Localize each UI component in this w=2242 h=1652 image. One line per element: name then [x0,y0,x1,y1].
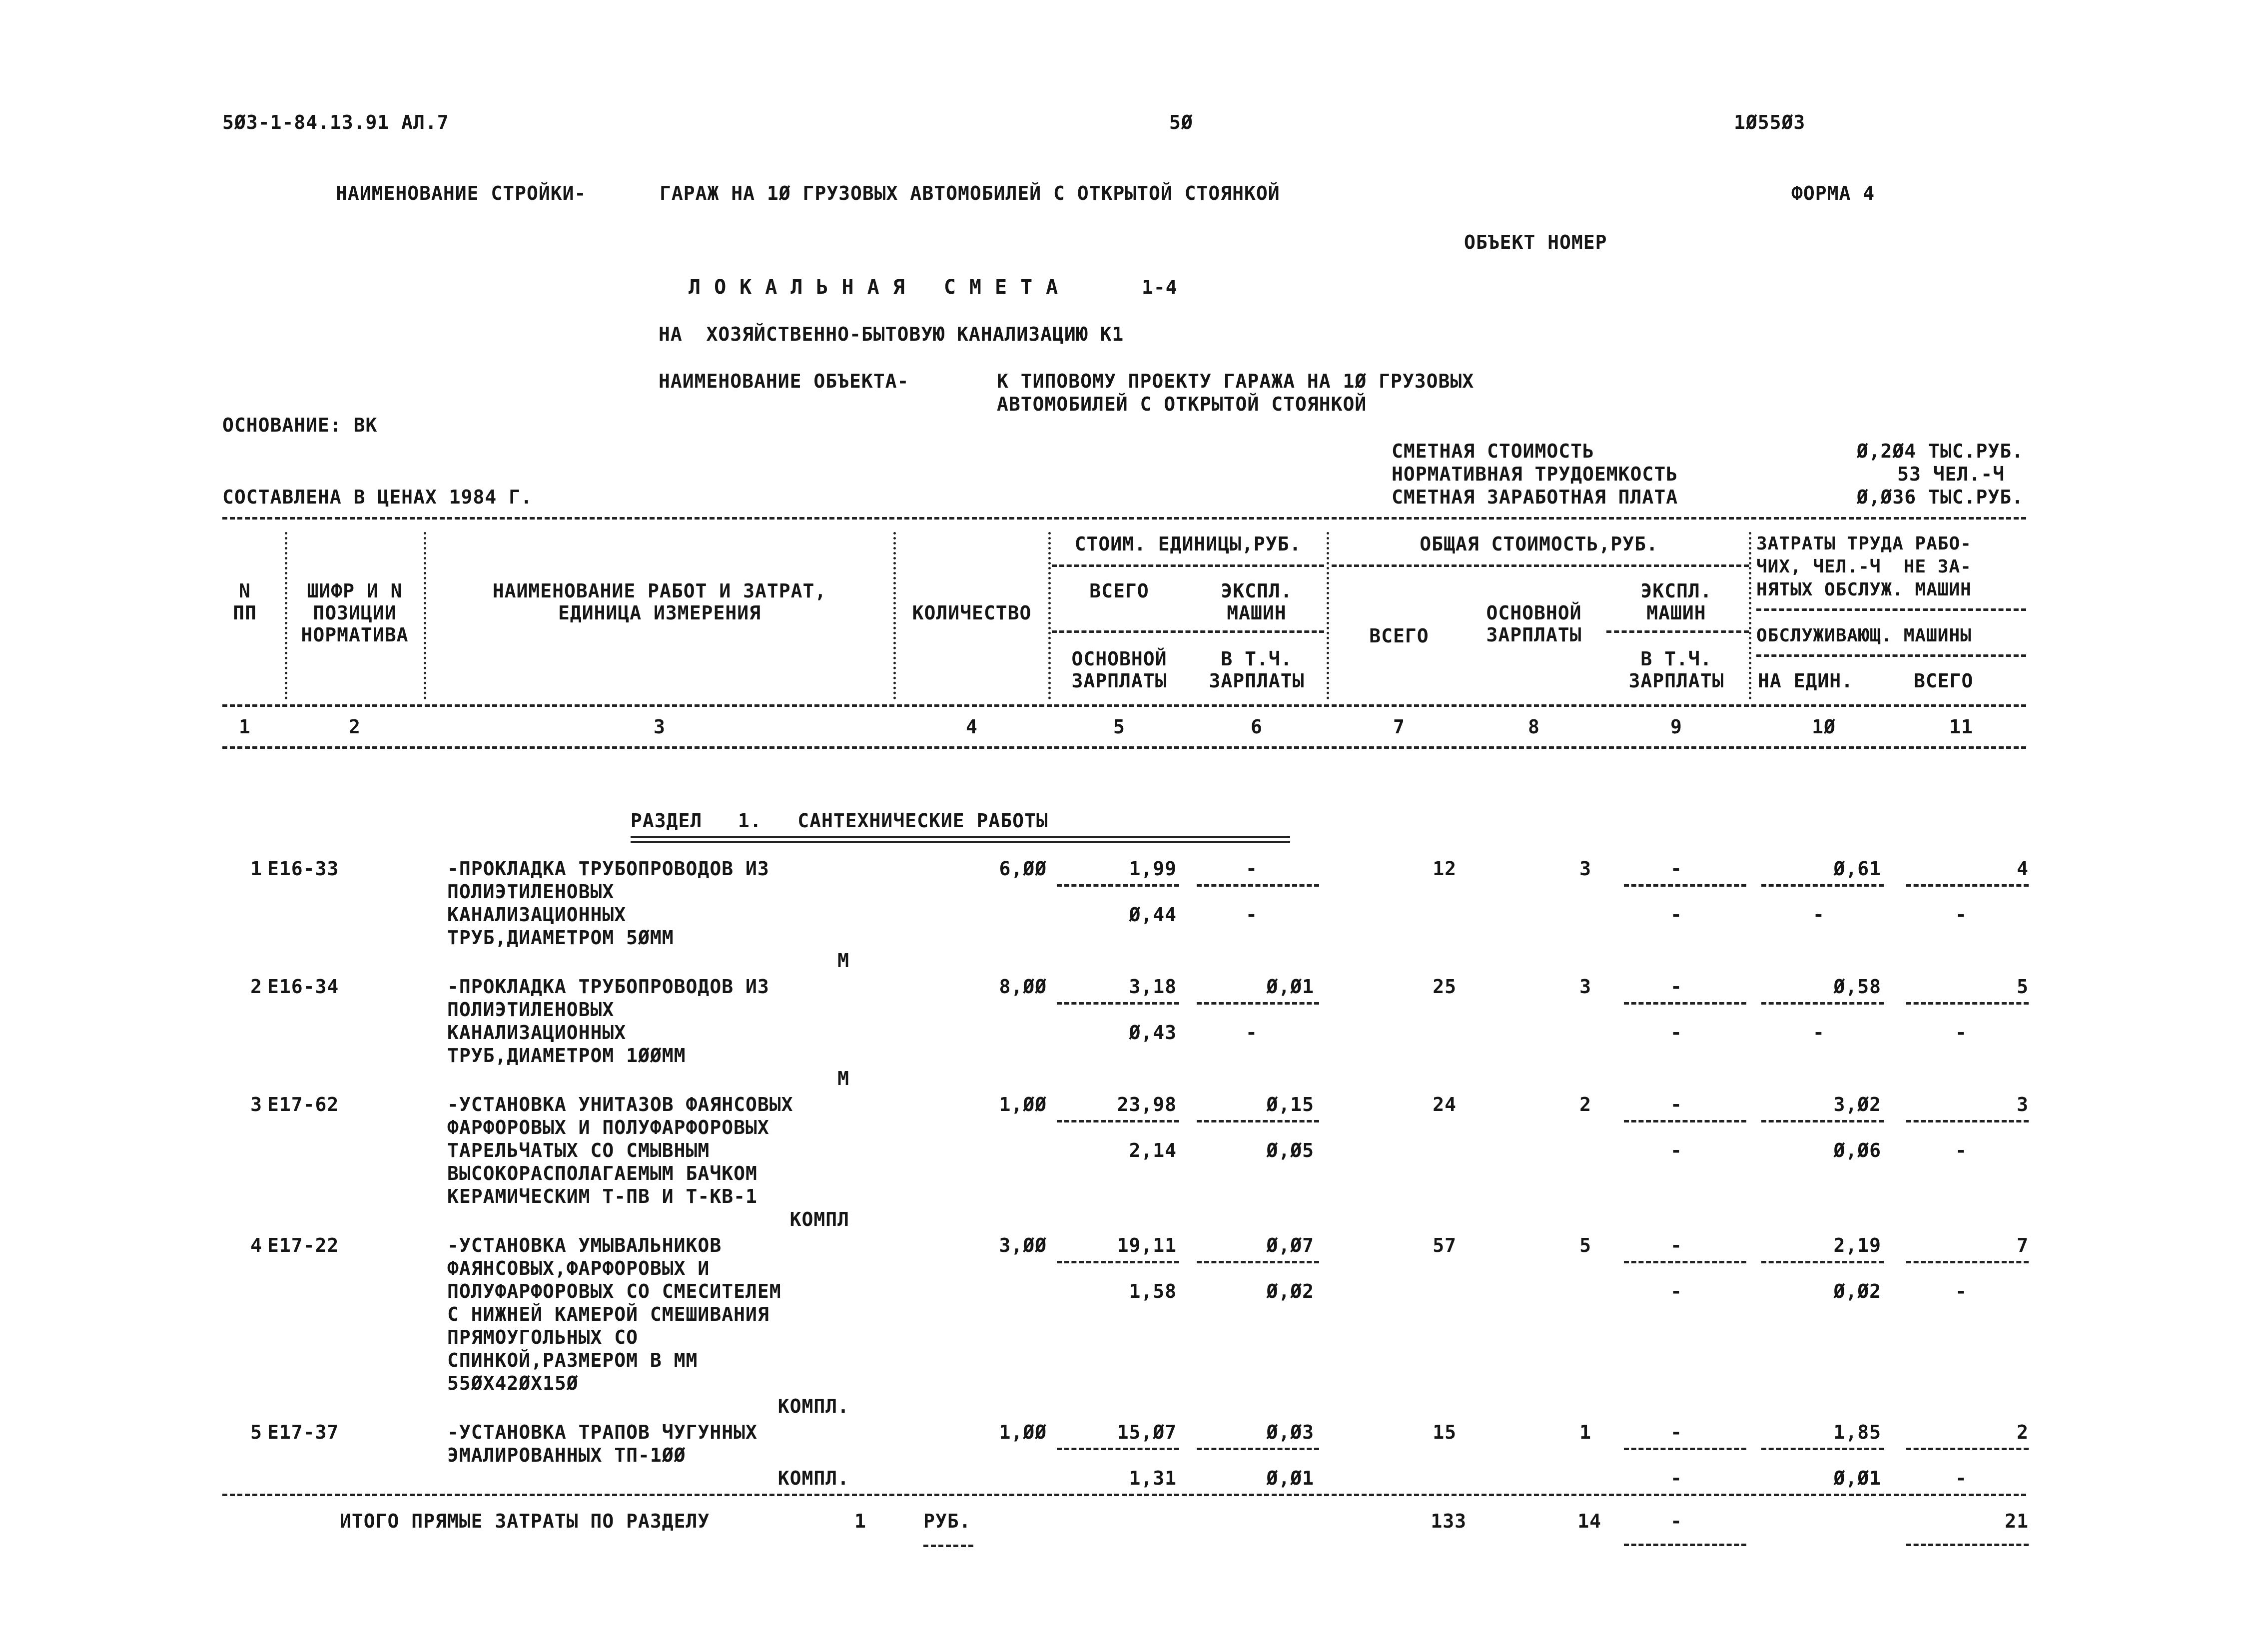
labor-total: 2 [2017,1421,2029,1443]
total-cost-sum: 133 [1431,1510,1467,1532]
uc-mach-head-2: МАШИН [1227,602,1287,624]
col2-head-line3: НОРМАТИВА [301,624,409,646]
uc-incl-head-2: ЗАРПЛАТЫ [1209,670,1305,692]
labor-divider [1906,1261,2029,1263]
labor-head-3: НЯТЫХ ОБСЛУЖ. МАШИН [1756,579,1972,600]
norm-code: Е17-22 [267,1234,339,1256]
estimate-title: ЛОКАЛЬНАЯ СМЕТА [689,276,1072,299]
work-description-line: ФАРФОРОВЫХ И ПОЛУФАРФОРОВЫХ [447,1116,769,1138]
unit-cost-machine-wage: - [1246,1022,1258,1044]
unit-cost-machines: Ø,Ø7 [1266,1234,1314,1256]
col2-head-line2: ПОЗИЦИИ [313,602,397,624]
summary-label-labor: НОРМАТИВНАЯ ТРУДОЕМКОСТЬ [1392,463,1678,485]
unit-cost-wage: 2,14 [1129,1139,1177,1161]
tc-wage-head-1: ОСНОВНОЙ [1486,602,1582,624]
total-mach-sum: - [1670,1510,1682,1532]
service-labor-total: - [1955,1022,1967,1044]
unit-cost-divider [1057,1120,1179,1122]
total-wage: 3 [1579,976,1591,998]
labor-total-head: ВСЕГО [1914,670,1974,692]
norm-code: Е17-62 [267,1094,339,1115]
work-description-line: ТРУБ,ДИАМЕТРОМ 1ØØММ [447,1045,686,1067]
colnum-6: 6 [1251,716,1263,738]
quantity: 3,ØØ [999,1234,1047,1256]
unit-cost-machine-wage: Ø,Ø1 [1266,1467,1314,1489]
unit-cost-total: 23,98 [1117,1094,1177,1115]
unit-of-measure: КОМПЛ. [777,1395,849,1417]
tc-incl-head-1: В Т.Ч. [1640,648,1712,670]
labor-divider [1761,1448,1884,1450]
labor-head-1: ЗАТРАТЫ ТРУДА РАБО- [1756,534,1972,554]
uc-mid-rule [1052,630,1324,633]
service-labor-total: - [1955,1467,1967,1489]
total-machine-wage: - [1670,904,1682,926]
quantity: 1,ØØ [999,1421,1047,1443]
total-machine-wage: - [1670,1022,1682,1044]
total-cost: 25 [1433,976,1457,998]
form-number: ФОРМА 4 [1791,182,1875,204]
section-title: РАЗДЕЛ 1. САНТЕХНИЧЕСКИЕ РАБОТЫ [631,810,1048,832]
col4-head: КОЛИЧЕСТВО [912,602,1032,624]
work-description-line: ПРЯМОУГОЛЬНЫХ СО [447,1326,639,1348]
colnum-7: 7 [1393,716,1405,738]
total-currency-underline [923,1545,973,1547]
quantity: 8,ØØ [999,976,1047,998]
tc-mach-head-1: ЭКСПЛ. [1640,580,1712,602]
total-label: ИТОГО ПРЯМЫЕ ЗАТРАТЫ ПО РАЗДЕЛУ [340,1510,710,1532]
service-labor-total: - [1955,904,1967,926]
work-description-line: -УСТАНОВКА УМЫВАЛЬНИКОВ [447,1234,722,1256]
work-description-line: ФАЯНСОВЫХ,ФАРФОРОВЫХ И [447,1257,710,1279]
work-description-line: ТРУБ,ДИАМЕТРОМ 5ØММ [447,927,674,949]
labor-divider [1906,1002,2029,1005]
unit-cost-total: 1,99 [1129,858,1177,880]
labor-total: 3 [2017,1094,2029,1115]
quantity: 1,ØØ [999,1094,1047,1115]
unit-cost-machine-wage: Ø,Ø2 [1266,1280,1314,1302]
header-sep-1 [285,532,287,699]
total-cost-head: ОБЩАЯ СТОИМОСТЬ,РУБ. [1420,533,1658,555]
tc-total-head: ВСЕГО [1369,625,1429,647]
object-name-line2: АВТОМОБИЛЕЙ С ОТКРЫТОЙ СТОЯНКОЙ [997,393,1367,415]
unit-cost-wage: 1,31 [1129,1467,1177,1489]
colnum-9: 9 [1670,716,1682,738]
summary-value-cost: Ø,2Ø4 ТЫС.РУБ. [1856,440,2024,462]
total-cost-rule [1332,564,1749,567]
total-machine-wage: - [1670,1139,1682,1161]
tc-incl-head-2: ЗАРПЛАТЫ [1628,670,1724,692]
row-number: 5 [250,1421,262,1443]
header-sep-6 [1749,532,1751,699]
row-number: 4 [250,1234,262,1256]
uc-mach-head-1: ЭКСПЛ. [1221,580,1293,602]
row-number: 1 [250,858,262,880]
work-description-line: -УСТАНОВКА УНИТАЗОВ ФАЯНСОВЫХ [447,1094,793,1115]
row-number: 3 [250,1094,262,1115]
unit-cost-rule [1052,564,1324,567]
unit-cost-wage: 1,58 [1129,1280,1177,1302]
total-machines-divider [1624,1120,1746,1122]
col2-head-line1: ШИФР И N [307,580,403,602]
total-labor-sum: 21 [2005,1510,2029,1532]
estimate-number: 1-4 [1142,276,1178,298]
labor-per-unit: Ø,58 [1833,976,1881,998]
labor-per-unit: Ø,61 [1833,858,1881,880]
work-description-line: 55ØХ42ØХ15Ø [447,1372,579,1394]
colnum-5: 5 [1113,716,1125,738]
norm-code: Е17-37 [267,1421,339,1443]
work-description-line: -УСТАНОВКА ТРАПОВ ЧУГУННЫХ [447,1421,757,1443]
service-labor-per-unit: Ø,Ø1 [1833,1467,1881,1489]
unit-cost-divider [1197,1002,1319,1005]
object-name-line1: К ТИПОВОМУ ПРОЕКТУ ГАРАЖА НА 1Ø ГРУЗОВЫХ [997,370,1475,392]
labor-divider [1761,884,1884,887]
colnum-8: 8 [1528,716,1540,738]
labor-per-unit: 2,19 [1833,1234,1881,1256]
unit-cost-machines: Ø,15 [1266,1094,1314,1115]
unit-cost-machines: Ø,Ø1 [1266,976,1314,998]
labor-divider [1761,1120,1884,1122]
tc-wage-head-2: ЗАРПЛАТЫ [1486,624,1582,646]
unit-of-measure: М [837,950,849,972]
total-machines-divider [1624,884,1746,887]
total-top-rule [222,1494,2026,1496]
unit-cost-head: СТОИМ. ЕДИНИЦЫ,РУБ. [1074,533,1302,555]
work-description-line: ПОЛУФАРФОРОВЫХ СО СМЕСИТЕЛЕМ [447,1280,781,1302]
unit-cost-divider [1197,1261,1319,1263]
work-description-line: КЕРАМИЧЕСКИМ Т-ПВ И Т-КВ-1 [447,1185,757,1207]
labor-rule-1 [1756,608,2026,611]
estimate-purpose: НА ХОЗЯЙСТВЕННО-БЫТОВУЮ КАНАЛИЗАЦИЮ К1 [659,323,1124,345]
page-number: 5Ø [1169,111,1193,133]
unit-of-measure: М [837,1068,849,1090]
work-description-line: -ПРОКЛАДКА ТРУБОПРОВОДОВ ИЗ [447,858,769,880]
norm-code: Е16-34 [267,976,339,998]
unit-cost-divider [1057,1261,1179,1263]
work-description-line: ВЫСОКОРАСПОЛАГАЕМЫМ БАЧКОМ [447,1162,757,1184]
service-labor-total: - [1955,1280,1967,1302]
unit-cost-divider [1197,1448,1319,1450]
colnum-1: 1 [239,716,251,738]
colnum-10: 1Ø [1812,716,1836,738]
total-cost: 12 [1433,858,1457,880]
total-machine-wage: - [1670,1467,1682,1489]
tc-mid-rule [1606,630,1749,633]
total-machines: - [1670,1421,1682,1443]
prices-year: СОСТАВЛЕНА В ЦЕНАХ 1984 Г. [222,486,533,508]
labor-total: 7 [2017,1234,2029,1256]
summary-value-wage: Ø,Ø36 ТЫС.РУБ. [1856,486,2024,508]
unit-cost-total: 19,11 [1117,1234,1177,1256]
service-labor-per-unit: Ø,Ø2 [1833,1280,1881,1302]
header-bottom-rule [222,704,2026,707]
work-description-line: С НИЖНЕЙ КАМЕРОЙ СМЕШИВАНИЯ [447,1303,769,1325]
quantity: 6,ØØ [999,858,1047,880]
labor-head-2: ЧИХ, ЧЕЛ.-Ч НЕ ЗА- [1756,556,1972,577]
uc-incl-head-1: В Т.Ч. [1221,648,1293,670]
work-description-line: -ПРОКЛАДКА ТРУБОПРОВОДОВ ИЗ [447,976,769,998]
colnum-11: 11 [1949,716,1973,738]
total-machines-divider [1624,1448,1746,1450]
colnum-3: 3 [654,716,666,738]
doc-id: 1Ø55Ø3 [1734,111,1806,133]
summary-label-wage: СМЕТНАЯ ЗАРАБОТНАЯ ПЛАТА [1392,486,1678,508]
unit-cost-machine-wage: Ø,Ø5 [1266,1139,1314,1161]
unit-of-measure: КОМПЛ. [777,1467,849,1489]
total-wage: 2 [1579,1094,1591,1115]
col3-head-line1: НАИМЕНОВАНИЕ РАБОТ И ЗАТРАТ, [492,580,827,602]
labor-divider [1906,1120,2029,1122]
total-machines-divider [1624,1261,1746,1263]
object-number: ОБЪЕКТ НОМЕР [1464,231,1607,253]
total-machines: - [1670,976,1682,998]
labor-divider [1761,1261,1884,1263]
header-sep-4 [1048,532,1051,699]
unit-cost-divider [1057,1002,1179,1005]
unit-cost-divider [1197,1120,1319,1122]
section-underline [631,836,1290,843]
col1-head-line2: ПП [233,602,257,624]
summary-value-labor: 53 ЧЕЛ.-Ч [1897,463,2005,485]
total-machine-wage: - [1670,1280,1682,1302]
total-wage: 1 [1579,1421,1591,1443]
service-labor-per-unit: Ø,Ø6 [1833,1139,1881,1161]
total-section-no: 1 [854,1510,866,1532]
uc-wage-head-2: ЗАРПЛАТЫ [1071,670,1167,692]
total-wage: 3 [1579,858,1591,880]
labor-divider [1906,884,2029,887]
col3-head-line2: ЕДИНИЦА ИЗМЕРЕНИЯ [558,602,761,624]
uc-total-head: ВСЕГО [1089,580,1149,602]
header-top-rule [222,517,2026,520]
service-labor-per-unit: - [1813,904,1825,926]
labor-divider [1761,1002,1884,1005]
unit-cost-divider [1197,884,1319,887]
unit-cost-machines: - [1246,858,1258,880]
header-sep-5 [1327,532,1329,699]
total-machines: - [1670,1234,1682,1256]
tc-mach-head-2: МАШИН [1646,602,1706,624]
unit-cost-wage: Ø,43 [1129,1022,1177,1044]
labor-total: 4 [2017,858,2029,880]
unit-cost-total: 15,Ø7 [1117,1421,1177,1443]
total-machines: - [1670,1094,1682,1115]
total-wage-sum: 14 [1577,1510,1601,1532]
unit-cost-machines: Ø,Ø3 [1266,1421,1314,1443]
work-description-line: ПОЛИЭТИЛЕНОВЫХ [447,999,615,1021]
total-mach-underline [1624,1544,1746,1546]
total-cost: 57 [1433,1234,1457,1256]
header-sep-3 [893,532,896,699]
total-machines: - [1670,858,1682,880]
work-description-line: ТАРЕЛЬЧАТЫХ СО СМЫВНЫМ [447,1139,710,1161]
labor-per-unit: 1,85 [1833,1421,1881,1443]
unit-cost-divider [1057,884,1179,887]
col1-head-line1: N [239,580,251,602]
labor-per-unit: 3,Ø2 [1833,1094,1881,1115]
doc-code: 5Ø3-1-84.13.91 АЛ.7 [222,111,449,133]
colnum-4: 4 [966,716,978,738]
service-labor-total: - [1955,1139,1967,1161]
total-cost: 24 [1433,1094,1457,1115]
summary-label-cost: СМЕТНАЯ СТОИМОСТЬ [1392,440,1594,462]
work-description-line: СПИНКОЙ,РАЗМЕРОМ В ММ [447,1349,698,1371]
labor-total: 5 [2017,976,2029,998]
work-description-line: ПОЛИЭТИЛЕНОВЫХ [447,881,615,903]
object-label: НАИМЕНОВАНИЕ ОБЪЕКТА- [659,370,909,392]
work-description-line: КАНАЛИЗАЦИОННЫХ [447,904,627,926]
total-machines-divider [1624,1002,1746,1005]
work-description-line: КАНАЛИЗАЦИОННЫХ [447,1022,627,1044]
total-currency: РУБ. [923,1510,971,1532]
construction-label: НАИМЕНОВАНИЕ СТРОЙКИ- [336,182,587,204]
colnum-bottom-rule [222,746,2026,749]
header-sep-2 [424,532,426,699]
total-labor-underline [1906,1544,2029,1546]
uc-wage-head-1: ОСНОВНОЙ [1071,648,1167,670]
unit-cost-total: 3,18 [1129,976,1177,998]
basis: ОСНОВАНИЕ: ВК [222,414,378,436]
service-labor-per-unit: - [1813,1022,1825,1044]
labor-unit-head: НА ЕДИН. [1758,670,1854,692]
labor-divider [1906,1448,2029,1450]
labor-rule-2 [1756,654,2026,657]
labor-serv-head: ОБСЛУЖИВАЮЩ. МАШИНЫ [1756,625,1972,646]
total-cost: 15 [1433,1421,1457,1443]
unit-cost-divider [1057,1448,1179,1450]
work-description-line: ЭМАЛИРОВАННЫХ ТП-1ØØ [447,1444,686,1466]
unit-cost-machine-wage: - [1246,904,1258,926]
norm-code: Е16-33 [267,858,339,880]
row-number: 2 [250,976,262,998]
colnum-2: 2 [349,716,361,738]
unit-of-measure: КОМПЛ [789,1208,849,1230]
construction-name: ГАРАЖ НА 1Ø ГРУЗОВЫХ АВТОМОБИЛЕЙ С ОТКРЫТОЙ СТОЯНКОЙ [660,182,1280,204]
unit-cost-wage: Ø,44 [1129,904,1177,926]
total-wage: 5 [1579,1234,1591,1256]
